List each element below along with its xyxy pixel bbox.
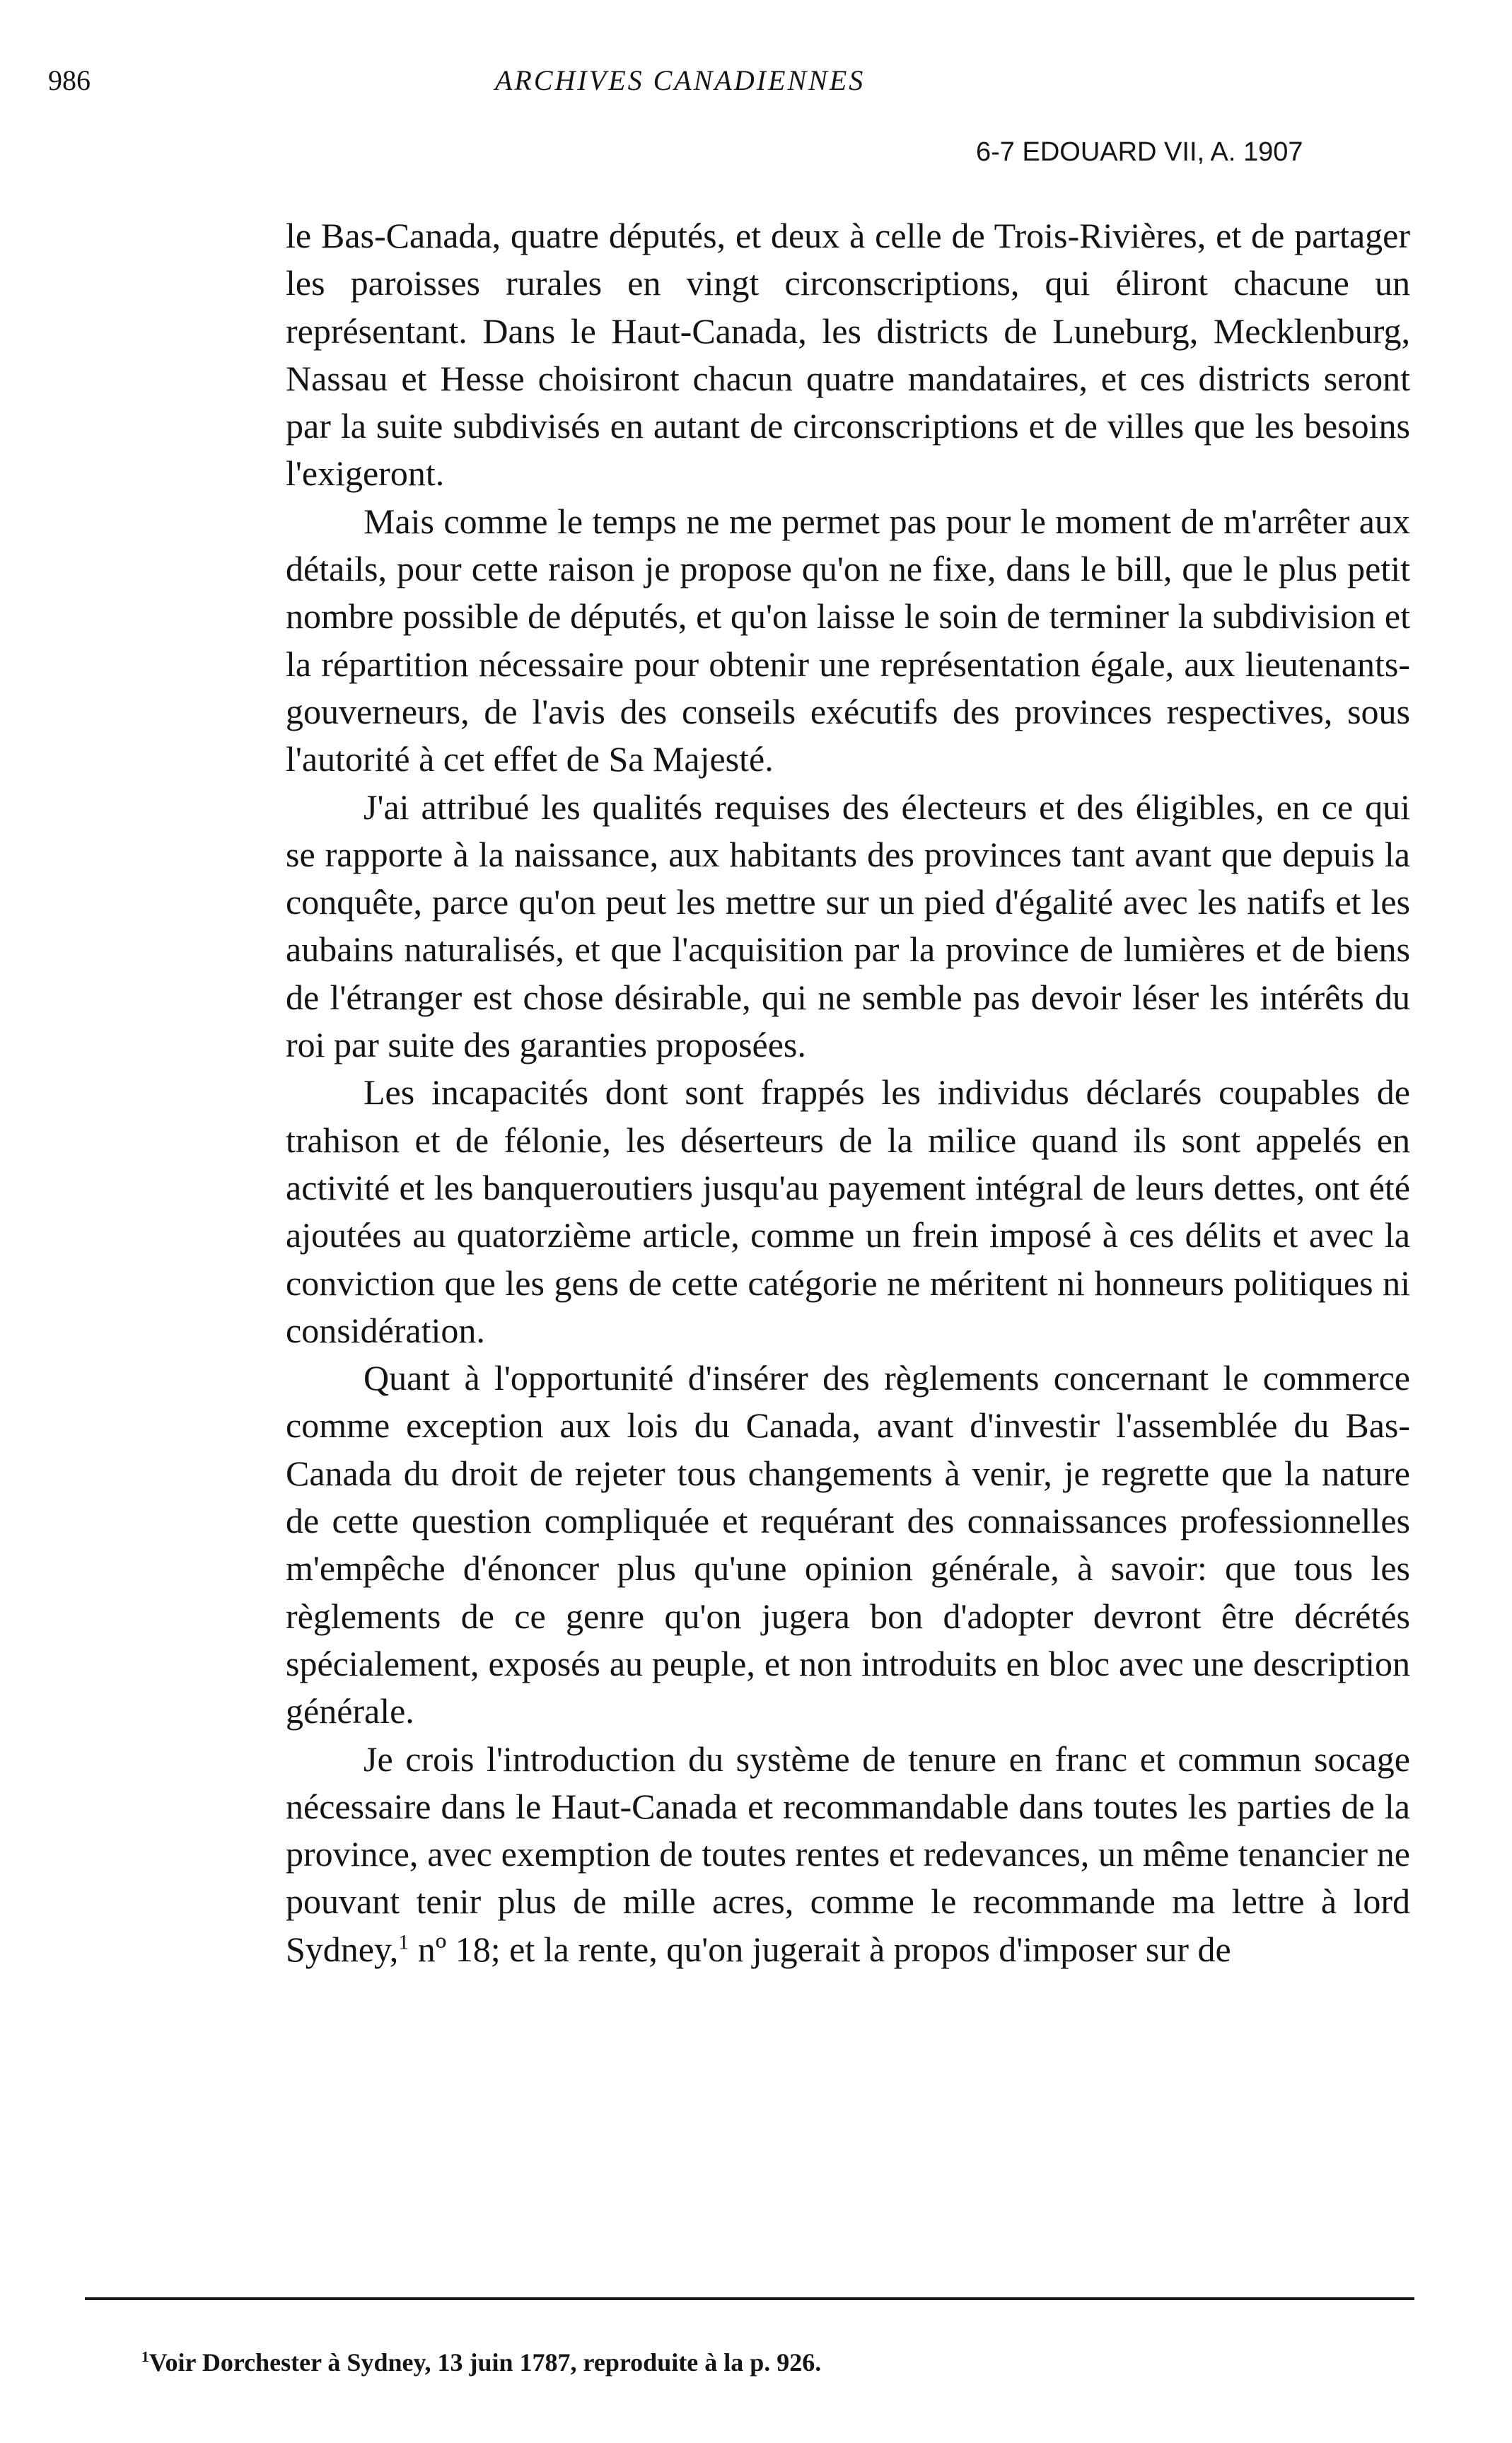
footnote-reference: 1: [398, 1930, 409, 1954]
paragraph: [286, 1736, 1410, 1973]
session-heading: 6-7 EDOUARD VII, A. 1907: [976, 137, 1303, 167]
footnote-mark: 1: [141, 2348, 149, 2365]
footnote-text: Voir Dorchester à Sydney, 13 juin 1787, reproduite à la p. 926.: [149, 2348, 822, 2377]
footnote-divider: [85, 2297, 1414, 2300]
page-number: 986: [48, 64, 91, 96]
footnote: [141, 2350, 821, 2375]
paragraph: J'ai attribué les qualités requises des électeurs et des éligibles, en ce qui se rapporte à la naissance, aux habitants des provinces tant avant que depuis la conquête, parce qu'on peut les mettre sur un pied d'égalité avec les natifs et les aubains naturalisés, et que l'acquisition par la province de lumières et de biens de l'étranger est chose désirable, qui ne semble pas devoir léser les intérêts du roi par suite des garanties proposées.: [286, 787, 1410, 1065]
running-title: ARCHIVES CANADIENNES: [495, 64, 866, 96]
paragraph: Les incapacités dont sont frappés les individus déclarés coupables de trahison et de félonie, les déserteurs de la milice quand ils sont appelés en activité et les banqueroutiers jusqu'au payement intégral de leurs dettes, ont été ajoutées au quatorzième article, comme un frein imposé à ces délits et avec la conviction que les gens de cette catégorie ne méritent ni honneurs politiques ni considération.: [286, 1072, 1410, 1350]
paragraph-text: nº 18; et la rente, qu'on jugerait à propos d'imposer sur de: [409, 1929, 1231, 1969]
paragraph-text: Je crois l'introduction du système de tenure en franc et commun socage nécessaire dans le Haut-Canada et recommandable dans toutes les parties de la province, avec exemption de toutes rentes et redevances, un même tenancier ne pouvant tenir plus de mille acres, comme le recommande ma lettre à lord Sydney,: [286, 1739, 1410, 1969]
paragraph: Mais comme le temps ne me permet pas pour le moment de m'arrêter aux détails, pour cette raison je propose qu'on ne fixe, dans le bill, que le plus petit nombre possible de députés, et qu'on laisse le soin de terminer la subdivision et la répartition nécessaire pour obtenir une représentation égale, aux lieutenants-gouverneurs, de l'avis des conseils exécutifs des provinces respectives, sous l'autorité à cet effet de Sa Majesté.: [286, 501, 1410, 779]
body-text: [286, 212, 1410, 1973]
paragraph: le Bas-Canada, quatre députés, et deux à celle de Trois-Rivières, et de partager les paroisses rurales en vingt circonscriptions, qui éliront chacune un représentant. Dans le Haut-Canada, les districts de Luneburg, Mecklenburg, Nassau et Hesse choisiront chacun quatre mandataires, et ces districts seront par la suite subdivisés en autant de circonscriptions et de villes que les besoins l'exigeront.: [286, 216, 1410, 494]
paragraph: Quant à l'opportunité d'insérer des règlements concernant le commerce comme exception aux lois du Canada, avant d'investir l'assemblée du Bas-Canada du droit de rejeter tous changements à venir, je regrette que la nature de cette question compliquée et requérant des connaissances professionnelles m'empêche d'énoncer plus qu'une opinion générale, à savoir: que tous les règlements de ce genre qu'on jugera bon d'adopter devront être décrétés spécialement, exposés au peuple, et non introduits en bloc avec une description générale.: [286, 1358, 1410, 1731]
